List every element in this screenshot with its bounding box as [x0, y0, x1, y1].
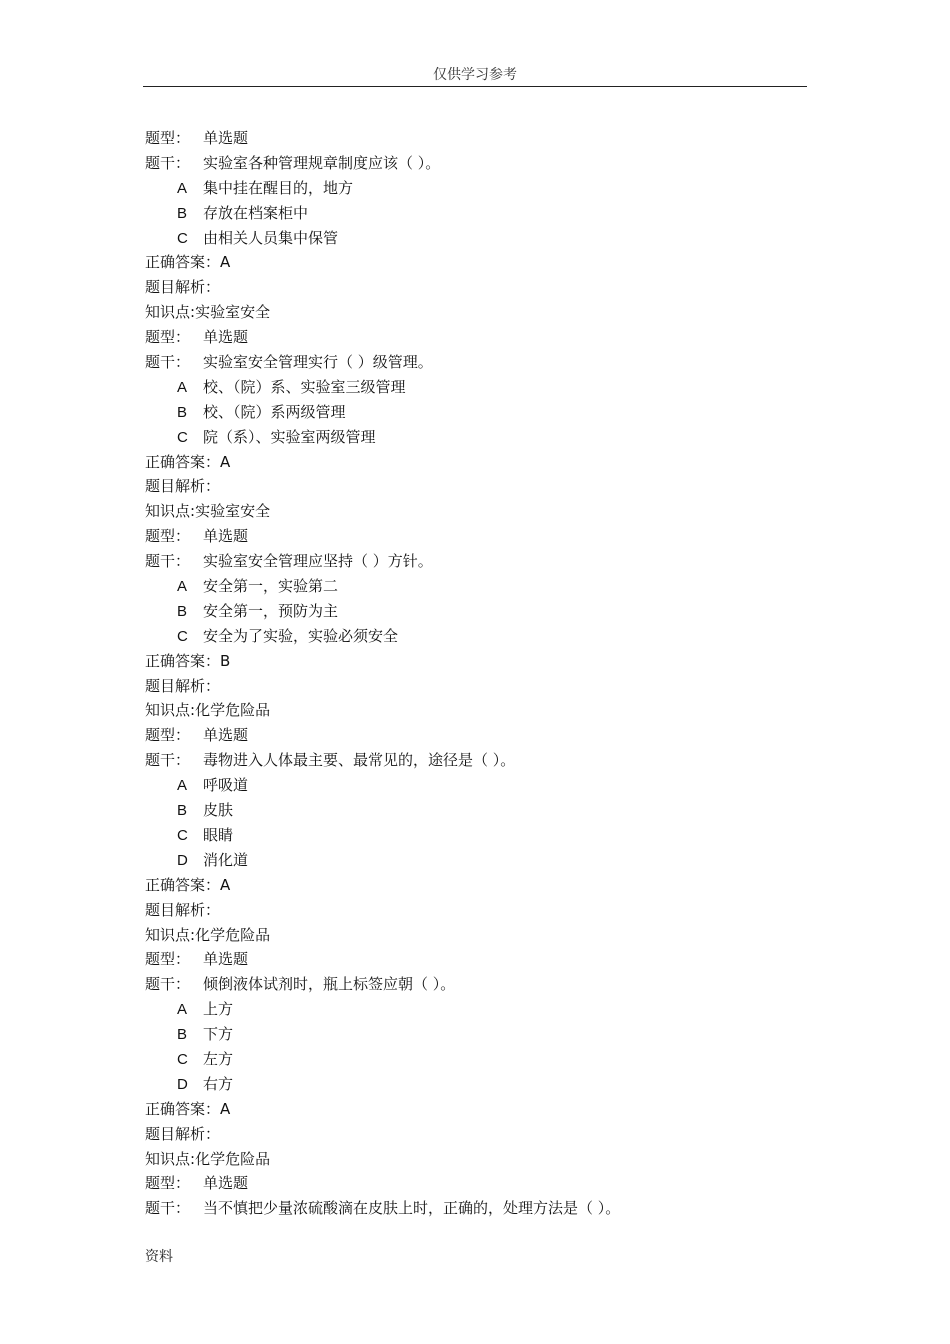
option-row [145, 848, 805, 873]
question-list [145, 126, 805, 1221]
option-text: 存放在档案柜中 [203, 203, 309, 222]
question-type: 单选题 [203, 328, 249, 347]
question-type: 单选题 [203, 726, 249, 745]
option-text: 左方 [203, 1049, 234, 1068]
question-stem-row [145, 748, 805, 773]
option-text: 安全第一，实验第二 [203, 577, 339, 596]
question-type-row [145, 524, 805, 549]
option-letter: B [177, 403, 188, 421]
answer-value: A [220, 875, 231, 894]
option-text: 呼吸道 [203, 776, 249, 795]
type-label: 题型： [145, 129, 191, 147]
question-block [145, 126, 805, 325]
option-letter: A [177, 578, 188, 596]
answer-label: 正确答案： [145, 1099, 221, 1118]
knowledge-label: 知识点: [145, 1149, 196, 1168]
question-type: 单选题 [203, 129, 249, 147]
option-letter: B [177, 602, 188, 620]
stem-label: 题干： [145, 751, 191, 770]
option-row [145, 798, 805, 823]
answer-row [145, 450, 805, 475]
option-letter: C [177, 627, 188, 645]
option-row [145, 1072, 805, 1097]
question-block [145, 723, 805, 947]
option-row [145, 599, 805, 624]
answer-row [145, 649, 805, 674]
option-row [145, 997, 805, 1022]
knowledge-value: 化学危险品 [195, 701, 271, 720]
analysis-row [145, 898, 805, 923]
option-row [145, 1022, 805, 1047]
option-letter: A [177, 378, 188, 396]
option-row [145, 574, 805, 599]
option-row [145, 226, 805, 251]
option-row [145, 425, 805, 450]
answer-label: 正确答案： [145, 651, 221, 670]
question-stem: 倾倒液体试剂时，瓶上标签应朝（ ）。 [203, 975, 456, 994]
option-row [145, 176, 805, 201]
option-text: 皮肤 [203, 801, 234, 820]
question-block [145, 1171, 805, 1221]
stem-label: 题干： [145, 1199, 191, 1218]
type-label: 题型： [145, 527, 191, 546]
option-letter: C [177, 229, 188, 247]
question-type-row [145, 723, 805, 748]
header-rule [143, 86, 807, 87]
option-letter: B [177, 802, 188, 820]
stem-label: 题干： [145, 153, 191, 172]
question-type: 单选题 [203, 1174, 249, 1193]
stem-label: 题干： [145, 353, 191, 372]
answer-label: 正确答案： [145, 452, 221, 471]
type-label: 题型： [145, 726, 191, 745]
analysis-row [145, 275, 805, 300]
option-text: 校、（院）系两级管理 [203, 402, 346, 421]
option-letter: B [177, 1026, 188, 1044]
analysis-label: 题目解析： [145, 477, 221, 496]
question-type: 单选题 [203, 950, 249, 969]
option-row [145, 375, 805, 400]
answer-label: 正确答案： [145, 253, 221, 272]
type-label: 题型： [145, 950, 191, 969]
knowledge-label: 知识点: [145, 925, 196, 944]
answer-value: A [220, 452, 231, 471]
analysis-row [145, 674, 805, 699]
question-type-row [145, 947, 805, 972]
knowledge-label: 知识点: [145, 502, 196, 521]
option-text: 安全第一，预防为主 [203, 601, 339, 620]
option-row [145, 823, 805, 848]
option-letter: A [177, 179, 188, 197]
option-letter: D [177, 851, 188, 869]
option-row [145, 1047, 805, 1072]
analysis-label: 题目解析： [145, 1124, 221, 1143]
question-stem: 当不慎把少量浓硫酸滴在皮肤上时，正确的，处理方法是（ ）。 [203, 1199, 621, 1218]
option-text: 由相关人员集中保管 [203, 228, 339, 247]
knowledge-value: 实验室安全 [195, 502, 271, 521]
option-row [145, 624, 805, 649]
option-letter: C [177, 1050, 188, 1068]
knowledge-value: 化学危险品 [195, 925, 271, 944]
option-letter: D [177, 1075, 188, 1093]
question-stem-row [145, 151, 805, 176]
question-stem-row [145, 1196, 805, 1221]
question-stem-row [145, 549, 805, 574]
analysis-label: 题目解析： [145, 900, 221, 919]
answer-value: A [220, 253, 231, 272]
answer-row [145, 873, 805, 898]
question-stem: 实验室安全管理应坚持（ ）方针。 [203, 552, 433, 571]
answer-label: 正确答案： [145, 875, 221, 894]
knowledge-row [145, 698, 805, 723]
knowledge-label: 知识点: [145, 303, 196, 322]
answer-row [145, 1097, 805, 1122]
knowledge-value: 实验室安全 [195, 303, 271, 322]
question-type-row [145, 1171, 805, 1196]
question-stem: 实验室安全管理实行（ ）级管理。 [203, 353, 433, 372]
type-label: 题型： [145, 1174, 191, 1193]
knowledge-row [145, 499, 805, 524]
option-letter: B [177, 204, 188, 222]
answer-value: A [220, 1099, 231, 1118]
knowledge-row [145, 300, 805, 325]
option-row [145, 773, 805, 798]
option-text: 右方 [203, 1074, 234, 1093]
page-header: 仅供学习参考 [433, 67, 517, 83]
question-block [145, 325, 805, 524]
option-text: 安全为了实验，实验必须安全 [203, 626, 399, 645]
option-text: 校、（院）系、实验室三级管理 [203, 377, 406, 396]
analysis-label: 题目解析： [145, 278, 221, 297]
question-type: 单选题 [203, 527, 249, 546]
question-block [145, 524, 805, 723]
option-text: 集中挂在醒目的，地方 [203, 178, 354, 197]
option-row [145, 201, 805, 226]
option-text: 下方 [203, 1025, 234, 1044]
knowledge-label: 知识点: [145, 701, 196, 720]
option-letter: C [177, 428, 188, 446]
option-letter: C [177, 826, 188, 844]
option-text: 上方 [203, 1000, 234, 1019]
question-stem-row [145, 972, 805, 997]
option-text: 院（系）、实验室两级管理 [203, 427, 376, 446]
page-footer: 资料 [145, 1249, 173, 1265]
analysis-row [145, 474, 805, 499]
answer-row [145, 250, 805, 275]
analysis-row [145, 1122, 805, 1147]
stem-label: 题干： [145, 975, 191, 994]
option-text: 消化道 [203, 850, 249, 869]
question-block [145, 947, 805, 1171]
knowledge-row [145, 923, 805, 948]
option-text: 眼睛 [203, 825, 234, 844]
question-type-row [145, 325, 805, 350]
option-row [145, 400, 805, 425]
knowledge-value: 化学危险品 [195, 1149, 271, 1168]
option-letter: A [177, 777, 188, 795]
question-stem: 实验室各种管理规章制度应该（ ）。 [203, 153, 441, 172]
question-type-row [145, 126, 805, 151]
analysis-label: 题目解析： [145, 676, 221, 695]
answer-value: B [220, 651, 231, 670]
knowledge-row [145, 1147, 805, 1172]
option-letter: A [177, 1001, 188, 1019]
type-label: 题型： [145, 328, 191, 347]
question-stem-row [145, 350, 805, 375]
stem-label: 题干： [145, 552, 191, 571]
question-stem: 毒物进入人体最主要、最常见的，途径是（ ）。 [203, 751, 516, 770]
